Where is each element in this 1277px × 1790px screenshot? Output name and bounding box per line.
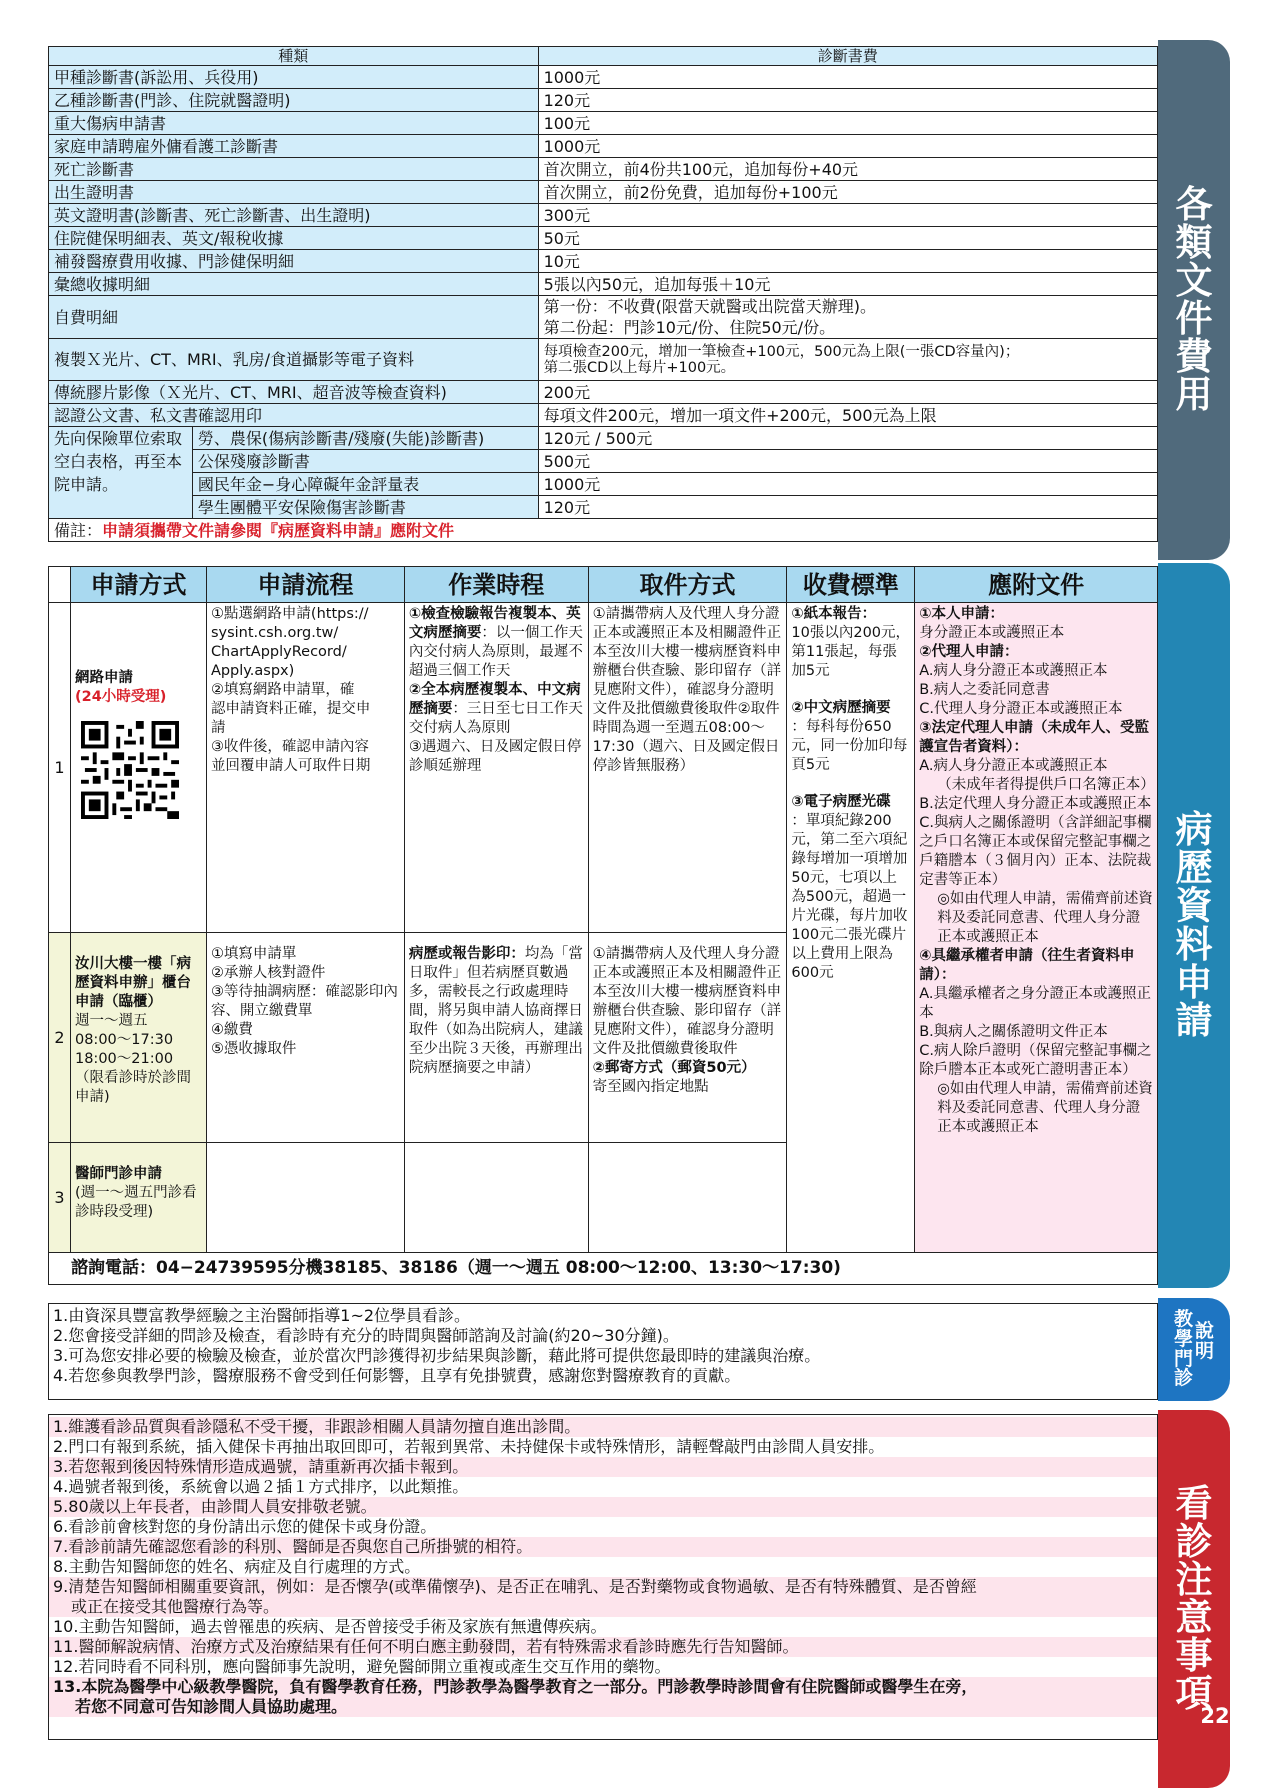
fee-paper-title: ①紙本報告：: [791, 606, 877, 622]
attach-line: A.具繼承權者之身分證正本或護照正本: [919, 986, 1152, 1021]
fee-type: 英文證明書(診斷書、死亡診斷書、出生證明): [49, 204, 539, 227]
fee-note: [49, 519, 1158, 542]
pickup-mail-title: ②郵寄方式（郵資50元）: [592, 1060, 756, 1076]
attach-line: ◎如由代理人申請，需備齊前述資料及委託同意書、代理人身分證正本或護照正本: [937, 891, 1153, 945]
flow-line: 並回覆申請人可取件日期: [210, 758, 371, 774]
flow-online: [206, 603, 404, 933]
flow-line: sysint.csh.org.tw/: [210, 625, 339, 641]
fee-row-insurance: [49, 473, 1158, 496]
fee-type: 重大傷病申請書: [49, 112, 539, 135]
pickup-clinic: [588, 1143, 787, 1253]
method-counter: [70, 933, 206, 1143]
records-phone-row: [49, 1253, 1158, 1285]
fee-row-insurance: [49, 496, 1158, 519]
fee-cost: 50元: [538, 227, 1157, 250]
fee-cost: 5張以內50元，追加每張＋10元: [538, 273, 1157, 296]
row-number: 2: [49, 933, 71, 1143]
tab-label: 看 診 注 意 事 項: [1175, 1481, 1213, 1716]
tab-label-col: 教 學 門 診: [1173, 1308, 1193, 1390]
fee-cost: 1000元: [538, 66, 1157, 89]
method-note: (24小時受理): [74, 689, 167, 705]
attach-heading: ④具繼承權者申請（往生者資料申請）：: [919, 948, 1135, 983]
fee-cost-line: 每項檢查200元，增加一筆檢查+100元，500元為上限(一張CD容量內)；: [543, 343, 1020, 360]
list-item: 2.門口有報到系統，插入健保卡再抽出取回即可，若報到異常、未持健保卡或特殊情形，請輕聲敲門由診間人員安排。: [53, 1437, 885, 1456]
timing-text: ：以一個工作天內交付病人為原則，最遲不超過三個工作天: [408, 625, 583, 679]
visit-notice-list: [48, 1414, 1158, 1740]
tab-visit-notice[interactable]: [1158, 1410, 1230, 1788]
tab-teaching-clinic[interactable]: [1158, 1298, 1230, 1401]
flow-line: ②承辦人核對證件: [210, 965, 326, 981]
pickup-text: ①請攜帶病人及代理人身分證正本或護照正本及相關證件正本至汝川大樓一樓病歷資料申辦櫃台供查驗、影印留存（詳見應附文件），確認身分證明文件及批價繳費後取件: [592, 946, 782, 1057]
method-hours: （限看診時於診間申請): [74, 1070, 191, 1105]
records-header: 收費標準: [787, 567, 915, 603]
fee-cost: 每項文件200元，增加一項文件+200元，500元為上限: [538, 404, 1157, 427]
flow-line: ⑤憑收據取件: [210, 1041, 297, 1057]
method-note: (週一〜週五門診看診時段受理): [74, 1185, 197, 1220]
fee-cost: [538, 339, 1157, 381]
fee-digital-title: ③電子病歷光碟: [791, 794, 891, 810]
list-item: 10.主動告知醫師，過去曾罹患的疾病、是否曾接受手術及家族有無遺傳疾病。: [53, 1617, 607, 1636]
list-item: 8.主動告知醫師您的姓名、病症及自行處理的方式。: [53, 1557, 421, 1576]
fee-type: 甲種診斷書(訴訟用、兵役用): [49, 66, 539, 89]
flow-line: 請: [210, 720, 226, 736]
fee-cost-line: 第二份起：門診10元/份、住院50元/份。: [543, 318, 836, 337]
fee-cost: 首次開立，前4份共100元，追加每份+40元: [538, 158, 1157, 181]
tab-medical-records[interactable]: [1158, 563, 1230, 1288]
pickup-mail-text: 寄至國內指定地點: [592, 1079, 709, 1095]
fee-row: [49, 250, 1158, 273]
fee-table: [48, 46, 1158, 542]
method-title: 網路申請: [74, 670, 133, 686]
flow-clinic: [206, 1143, 404, 1253]
tab-label-col: 說 明: [1195, 1320, 1215, 1362]
fee-row: [49, 404, 1158, 427]
fee-digital-text: ：單項紀錄200元，第二至六項紀錄每增加一項增加50元，七項以上為500元，超過一片光碟，每片加收100元二張光碟片以上費用上限為600元: [791, 813, 908, 981]
fee-cost: 10元: [538, 250, 1157, 273]
flow-counter: [206, 933, 404, 1143]
fee-cost: 200元: [538, 381, 1157, 404]
pickup-counter: [588, 933, 787, 1143]
fee-row: [49, 135, 1158, 158]
attach-line: C.代理人身分證正本或護照正本: [919, 701, 1123, 717]
attach-line: B.法定代理人身分證正本或護照正本: [919, 796, 1152, 812]
list-item: 1.維護看診品質與看診隱私不受干擾，非跟診相關人員請勿擅自進出診間。: [49, 1417, 1157, 1437]
list-item-cont: 或正在接受其他醫療行為等。: [49, 1597, 1157, 1617]
fee-row-insurance: [49, 427, 1158, 450]
fee-type: 出生證明書: [49, 181, 539, 204]
flow-line: 認申請資料正確，提交申: [210, 701, 371, 717]
method-title: 醫師門診申請: [74, 1166, 162, 1182]
fee-type: 勞、農保(傷病診斷書/殘廢(失能)診斷書): [192, 427, 538, 450]
records-header: 申請流程: [206, 567, 404, 603]
fee-type: 國民年金−身心障礙年金評量表: [192, 473, 538, 496]
list-item: 7.看診前請先確認您看診的科別、醫師是否與您自己所掛號的相符。: [49, 1537, 1157, 1557]
list-item: 5.80歲以上年長者，由診間人員安排敬老號。: [49, 1497, 1157, 1517]
fee-row: [49, 204, 1158, 227]
list-item: 1.由資深具豐富教學經驗之主治醫師指導1~2位學員看診。: [53, 1306, 471, 1325]
fee-cost: 120元: [538, 89, 1157, 112]
fee-row: [49, 227, 1158, 250]
fee-type: 公保殘廢診斷書: [192, 450, 538, 473]
method-hours: 08:00〜17:30: [74, 1032, 174, 1048]
attach-heading: ③法定代理人申請（未成年人、受監護宣告者資料）：: [919, 720, 1150, 755]
list-item: 3.可為您安排必要的檢驗及檢查，並於當次門診獲得初步結果與診斷，藉此將可提供您最即時的建議與治療。: [53, 1346, 821, 1365]
records-table: [48, 566, 1158, 1285]
method-hours: 18:00〜21:00: [74, 1051, 174, 1067]
teaching-clinic-list: [48, 1303, 1158, 1400]
attach-heading: ②代理人申請：: [919, 644, 1019, 660]
tab-label: 病 歷 資 料 申 請: [1175, 808, 1213, 1042]
method-hours: 週一〜週五: [74, 1013, 148, 1029]
list-item: 11.醫師解說病情、治療方式及治療結果有任何不明白應主動發問，若有特殊需求看診時應先行告知醫師。: [49, 1637, 1157, 1657]
timing-counter: [404, 933, 588, 1143]
records-header: 作業時程: [404, 567, 588, 603]
method-title: 汝川大樓一樓「病歷資料申辦」櫃台申請（臨櫃）: [74, 956, 191, 1010]
tab-label: [1174, 1310, 1214, 1388]
row-number: 3: [49, 1143, 71, 1253]
fee-type: 傳統膠片影像（Ｘ光片、CT、MRI、超音波等檢查資料): [49, 381, 539, 404]
flow-line: ③等待抽調病歷：確認影印內容、開立繳費單: [210, 984, 398, 1019]
method-online: [70, 603, 206, 933]
page-number: 22: [1200, 1704, 1230, 1728]
fee-cost-line: 第一份：不收費(限當天就醫或出院當天辦理)。: [543, 297, 877, 316]
fee-header-cost: 診斷書費: [538, 47, 1157, 66]
records-header: 取件方式: [588, 567, 787, 603]
fee-type: 死亡診斷書: [49, 158, 539, 181]
fee-chinese-text: ：每科每份650元，同一份加印每頁5元: [791, 719, 908, 773]
flow-line: Apply.aspx): [210, 663, 295, 679]
fee-row: [49, 273, 1158, 296]
timing-text: ③遇週六、日及國定假日停診順延辦理: [408, 739, 582, 774]
attach-line: （未成年者得提供戶口名簿正本）: [937, 777, 1155, 793]
flow-line: ②填寫網路申請單，確: [210, 682, 355, 698]
fee-type: 自費明細: [49, 296, 539, 339]
fee-cost: 1000元: [538, 473, 1157, 496]
records-row-online: [49, 603, 1158, 933]
fee-row: [49, 381, 1158, 404]
timing-text: 均為「當日取件」但若病歷頁數過多，需較長之行政處理時間，將另與申請人協商擇日取件（如為出院病人，建議至少出院３天後，再辦理出院病歷摘要之申請）: [408, 946, 583, 1076]
fee-note-prefix: 備註：: [54, 520, 103, 540]
fee-type: 彙總收據明細: [49, 273, 539, 296]
qr-code-icon[interactable]: [81, 721, 179, 819]
timing-text: ：三日至七日工作天交付病人為原則: [408, 701, 583, 736]
fee-row-insurance: [49, 450, 1158, 473]
fee-type: 家庭申請聘雇外傭看護工診斷書: [49, 135, 539, 158]
fee-row-self-pay: [49, 296, 1158, 339]
fee-type: 複製Ｘ光片、CT、MRI、乳房/食道攝影等電子資料: [49, 339, 539, 381]
fee-header-type: 種類: [49, 47, 539, 66]
row-number: 1: [49, 603, 71, 933]
attach-line: A.病人身分證正本或護照正本: [919, 758, 1108, 774]
fee-row: [49, 89, 1158, 112]
consult-phone: 諮詢電話：04−24739595分機38185、38186（週一〜週五 08:00〜12:00、13:30〜17:30): [49, 1253, 1158, 1285]
list-item: 2.您會接受詳細的問診及檢查，看診時有充分的時間與醫師諮詢及討論(約20~30分鐘)。: [53, 1326, 679, 1345]
fee-row: [49, 158, 1158, 181]
records-header: 應附文件: [915, 567, 1158, 603]
fee-cost: [538, 296, 1157, 339]
attach-heading: ①本人申請：: [919, 606, 1005, 622]
attach-line: C.與病人之關係證明（含詳細記事欄之戶口名簿正本或保留完整記事欄之戶籍謄本（３個月內）正本、法院裁定書等正本）: [919, 815, 1152, 888]
timing-bold: ①檢查檢驗報告複製本、英文病歷摘要: [408, 606, 581, 641]
attach-line: ◎如由代理人申請，需備齊前述資料及委託同意書、代理人身分證正本或護照正本: [937, 1081, 1153, 1135]
timing-online: [404, 603, 588, 933]
fee-note-row: [49, 519, 1158, 542]
fee-row: [49, 181, 1158, 204]
timing-bold: 病歷或報告影印：: [408, 946, 525, 962]
fee-chinese-title: ②中文病歷摘要: [791, 700, 891, 716]
pickup-online: ①請攜帶病人及代理人身分證正本或護照正本及相關證件正本至汝川大樓一樓病歷資料申辦櫃台供查驗、影印留存（詳見應附文件），確認身分證明文件及批價繳費後取件②取件時間為週一至週五08:00〜17:30（週六、日及國定假日停診皆無服務）: [588, 603, 787, 933]
records-header-num: [49, 567, 71, 603]
fee-note-text: 申請須攜帶文件請參閱『病歷資料申請』應附文件: [102, 520, 455, 540]
attach-line: 身分證正本或護照正本: [919, 625, 1065, 641]
fee-type: 補發醫療費用收據、門診健保明細: [49, 250, 539, 273]
list-item-cont: 若您不同意可告知診間人員協助處理。: [49, 1697, 1157, 1717]
attach-line: A.病人身分證正本或護照正本: [919, 663, 1108, 679]
timing-clinic: [404, 1143, 588, 1253]
fee-cost: 120元: [538, 496, 1157, 519]
fee-cost-line: 第二張CD以上每片+100元。: [543, 359, 736, 376]
records-header: 申請方式: [70, 567, 206, 603]
tab-label: 各 類 文 件 費 用: [1175, 182, 1213, 417]
records-header-row: [49, 567, 1158, 603]
list-item: 4.若您參與教學門診，醫療服務不會受到任何影響，且享有免掛號費，感謝您對醫療教育的貢獻。: [53, 1366, 741, 1385]
fee-cost: 300元: [538, 204, 1157, 227]
timing-bold: ②全本病歷複製本、中文病歷摘要: [408, 682, 581, 717]
insurance-label: 先向保險單位索取空白表格，再至本院申請。: [49, 427, 193, 519]
flow-line: ①點選網路申請(https://: [210, 606, 369, 622]
fee-row: [49, 112, 1158, 135]
attach-line: B.與病人之關係證明文件正本: [919, 1024, 1108, 1040]
fee-type: 學生團體平安保險傷害診斷書: [192, 496, 538, 519]
attached-documents: [915, 603, 1158, 1253]
fee-row-copy: [49, 339, 1158, 381]
list-item: 9.清楚告知醫師相關重要資訊，例如：是否懷孕(或準備懷孕)、是否正在哺乳、是否對藥物或食物過敏、是否有特殊體質、是否曾經: [49, 1577, 1157, 1597]
fee-cost: 100元: [538, 112, 1157, 135]
fee-standard: [787, 603, 915, 1253]
list-item: 4.過號者報到後，系統會以過２插１方式排序，以此類推。: [53, 1477, 469, 1496]
flow-line: ①填寫申請單: [210, 946, 297, 962]
fee-type: 乙種診斷書(門診、住院就醫證明): [49, 89, 539, 112]
attach-line: C.病人除戶證明（保留完整記事欄之除戶謄本正本或死亡證明書正本）: [919, 1043, 1152, 1078]
fee-header-row: [49, 47, 1158, 66]
fee-type: 認證公文書、私文書確認用印: [49, 404, 539, 427]
fee-cost: 首次開立，前2份免費，追加每份+100元: [538, 181, 1157, 204]
flow-line: ④繳費: [210, 1022, 253, 1038]
list-item: 12.若同時看不同科別，應向醫師事先說明，避免醫師開立重複或產生交互作用的藥物。: [53, 1657, 671, 1676]
fee-cost: 500元: [538, 450, 1157, 473]
list-item: 3.若您報到後因特殊情形造成過號，請重新再次插卡報到。: [49, 1457, 1157, 1477]
method-clinic: [70, 1143, 206, 1253]
list-item: 13.本院為醫學中心級教學醫院，負有醫學教育任務，門診教學為醫學教育之一部分。門診教學時診間會有住院醫師或醫學生在旁，: [49, 1677, 1157, 1697]
attach-line: B.病人之委託同意書: [919, 682, 1050, 698]
tab-document-fees[interactable]: [1158, 40, 1230, 560]
fee-cost: 1000元: [538, 135, 1157, 158]
fee-type: 住院健保明細表、英文/報稅收據: [49, 227, 539, 250]
list-item: 6.看診前會核對您的身份請出示您的健保卡或身份證。: [53, 1517, 437, 1536]
fee-row: [49, 66, 1158, 89]
fee-paper-text: 10張以內200元，第11張起，每張加5元: [791, 625, 911, 679]
flow-line: ChartApplyRecord/: [210, 644, 347, 660]
fee-cost: 120元 / 500元: [538, 427, 1157, 450]
flow-line: ③收件後，確認申請內容: [210, 739, 369, 755]
